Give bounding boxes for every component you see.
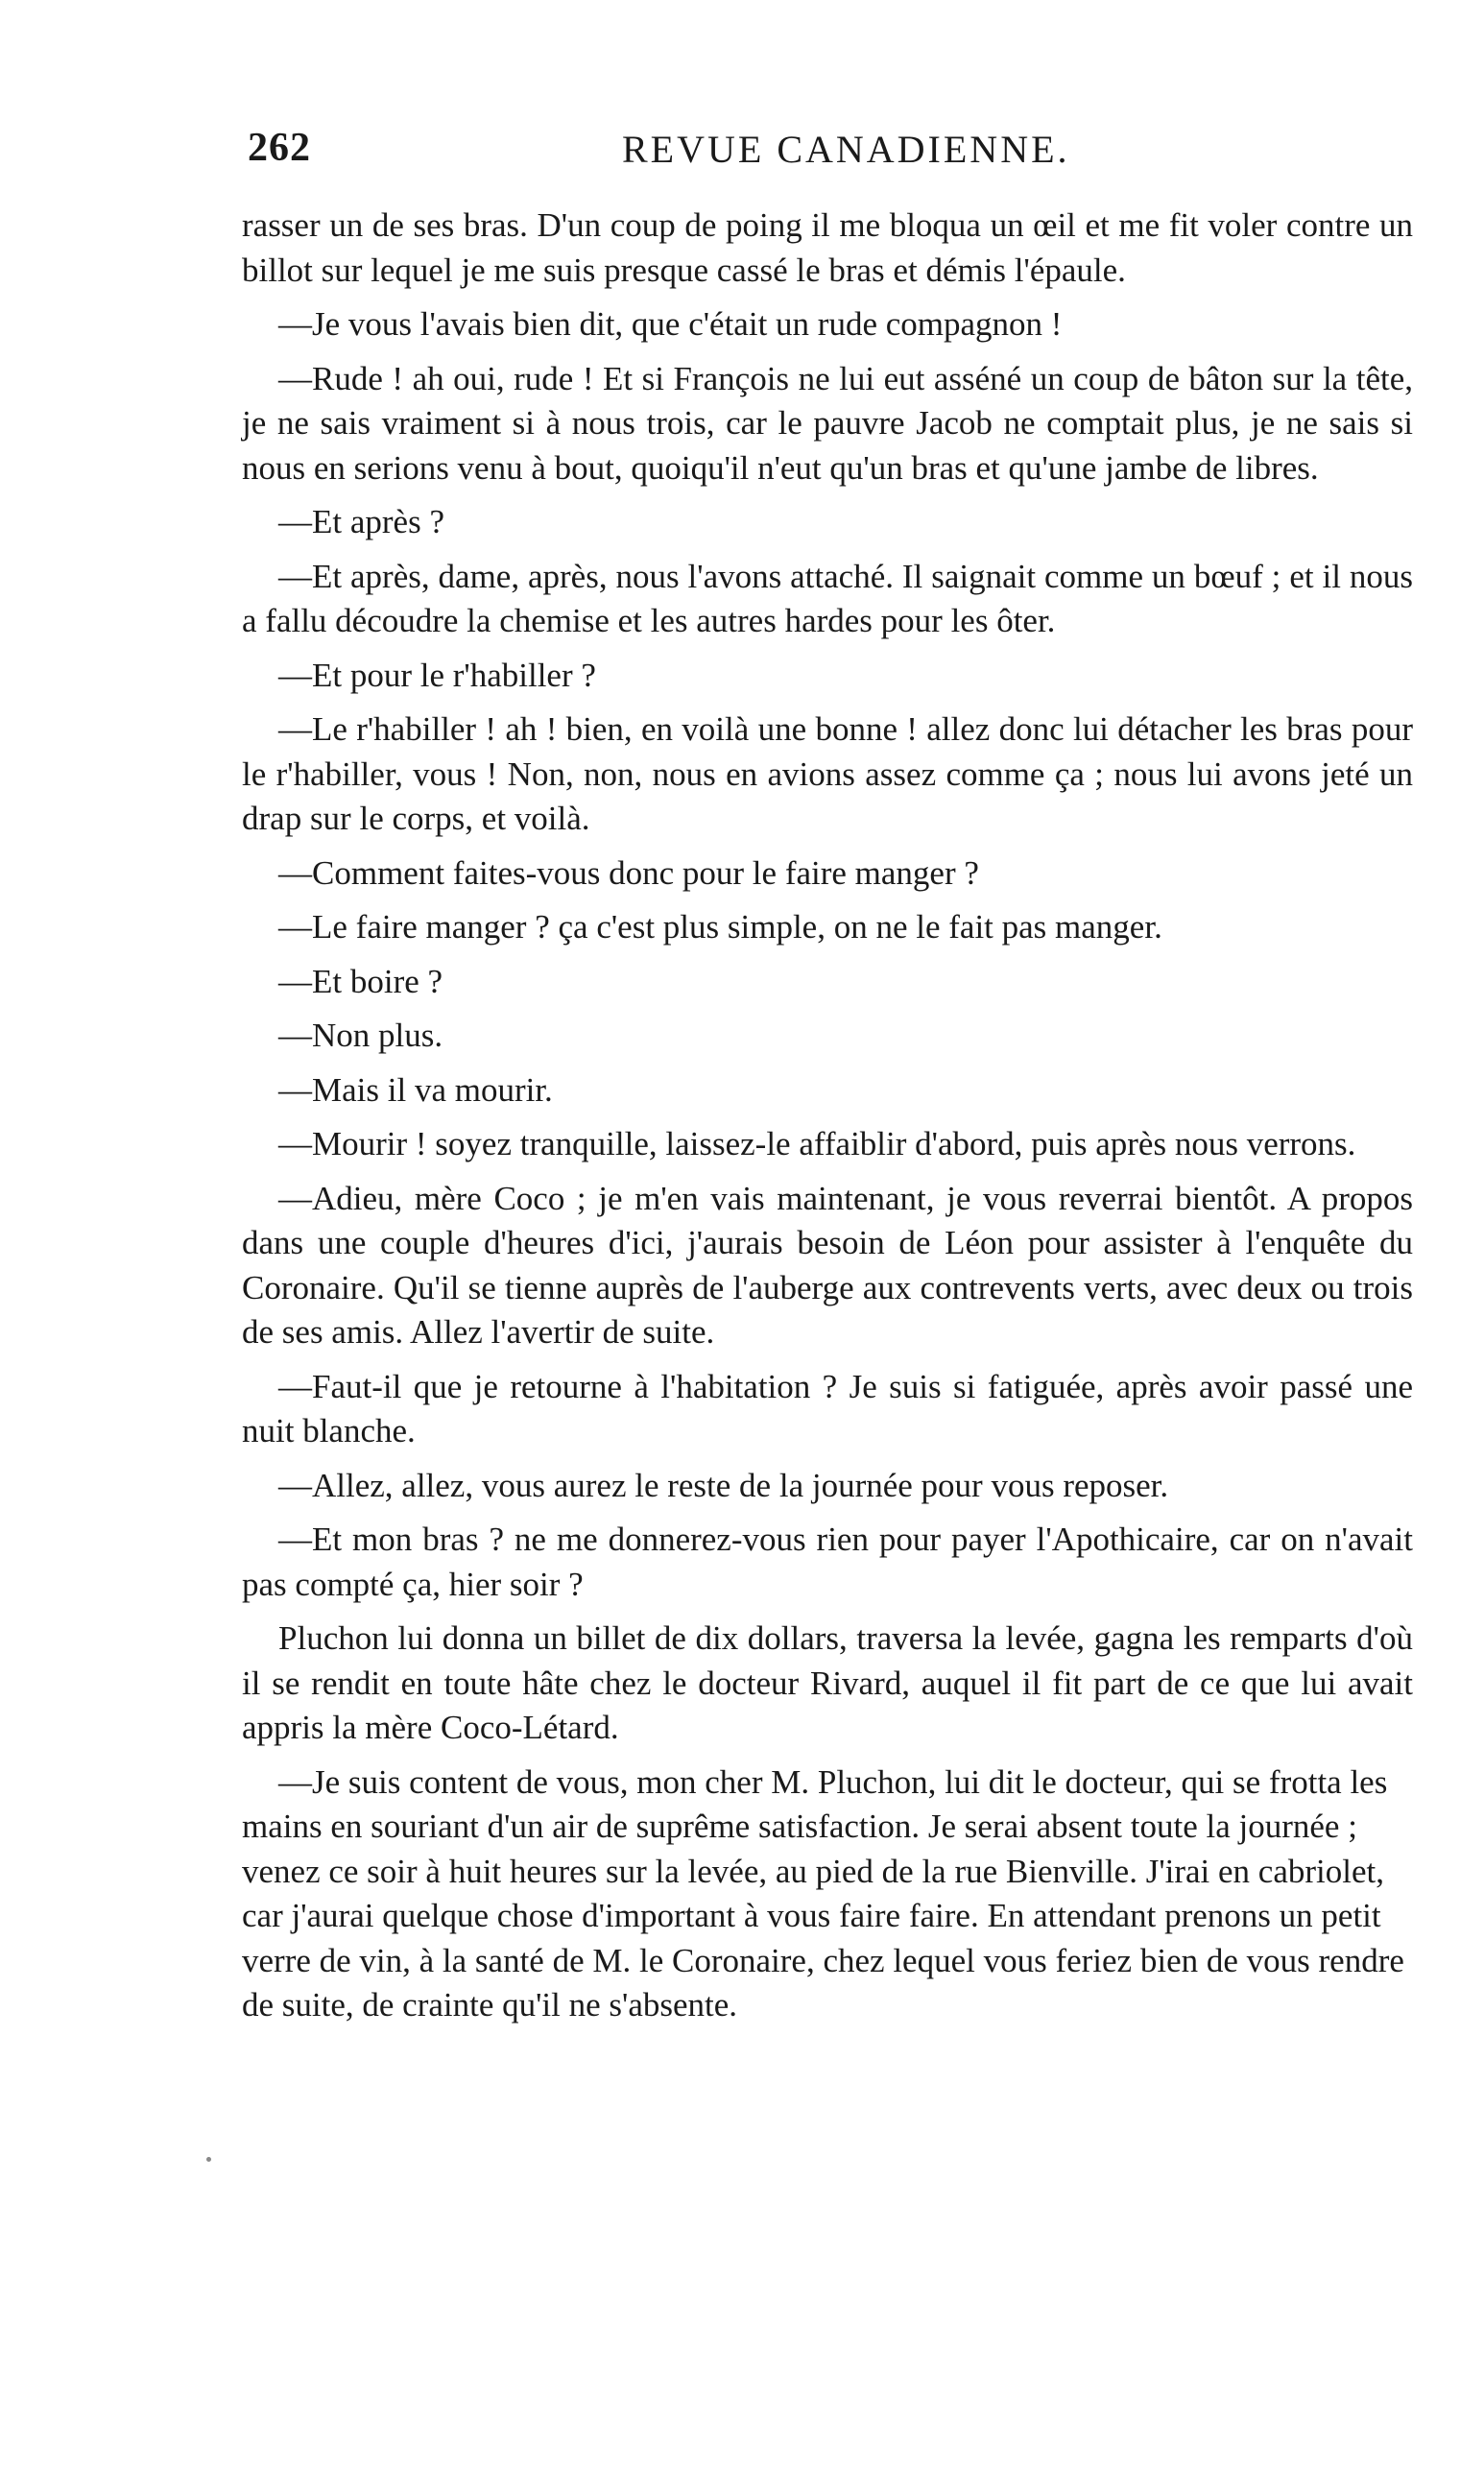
paragraph: —Et mon bras ? ne me donnerez-vous rien pour payer l'Apothicaire, car on n'avait pas compté ça, hier soir ? <box>242 1521 1413 1603</box>
margin-mark <box>206 2157 211 2162</box>
paragraph: —Rude ! ah oui, rude ! Et si François ne lui eut asséné un coup de bâton sur la tête, je ne sais vraiment si à nous trois, car le pauvre Jacob ne comptait plus, je ne sais si nous en serions venu à bout, quoiqu'il n'eut qu'un bras et qu'une jambe de libres. <box>242 359 1413 487</box>
paragraph: —Mourir ! soyez tranquille, laissez-le affaiblir d'abord, puis après nous verrons. <box>278 1125 1356 1162</box>
paragraph: —Je vous l'avais bien dit, que c'était un rude compagnon ! <box>278 305 1063 343</box>
paragraph: Pluchon lui donna un billet de dix dollars, traversa la levée, gagna les remparts d'où il se rendit en toute hâte chez le docteur Rivard, auquel il fit part de ce que lui avait appris la mère Coco-Létard. <box>242 1619 1413 1746</box>
paragraph: —Le faire manger ? ça c'est plus simple, on ne le fait pas manger. <box>278 908 1162 946</box>
paragraph: —Adieu, mère Coco ; je m'en vais maintenant, je vous reverrai bientôt. A propos dans une couple d'heures d'ici, j'aurais besoin de Léon pour assister à l'enquête du Coronaire. Qu'il se tienne auprès de l'auberge aux contrevents verts, avec deux ou trois de ses amis. Allez l'avertir de suite. <box>242 1179 1413 1351</box>
page-header <box>248 125 1419 182</box>
paragraph: —Comment faites-vous donc pour le faire manger ? <box>278 853 979 892</box>
paragraph: —Et boire ? <box>278 962 443 1000</box>
paragraph: —Et après ? <box>278 503 444 540</box>
paragraph: —Et après, dame, après, nous l'avons attaché. Il saignait comme un bœuf ; et il nous a fallu découdre la chemise et les autres hardes pour les ôter. <box>242 557 1413 639</box>
paragraph: rasser un de ses bras. D'un coup de poing il me bloqua un œil et me fit voler contre un billot sur lequel je me suis presque cassé le bras et démis l'épaule. <box>242 206 1413 289</box>
paragraph: —Faut-il que je retourne à l'habitation ? Je suis si fatiguée, après avoir passé une nuit blanche. <box>242 1367 1413 1449</box>
page-number: 262 <box>248 126 311 170</box>
body-text <box>242 204 1413 2038</box>
running-title: REVUE CANADIENNE. <box>622 128 1070 171</box>
paragraph: —Je suis content de vous, mon cher M. Pluchon, lui dit le docteur, qui se frotta les mains en souriant d'un air de suprême satisfaction. Je serai absent toute la journée ; venez ce soir à huit heures sur la levée, au pied de la rue Bienville. J'irai en cabriolet, car j'aurai quelque chose d'important à vous faire faire. En attendant prenons un petit verre de vin, à la santé de M. le Coronaire, chez lequel vous feriez bien de vous rendre de suite, de crainte qu'il ne s'absente. <box>242 1762 1404 2024</box>
paragraph: —Non plus. <box>278 1017 443 1054</box>
paragraph: —Allez, allez, vous aurez le reste de la journée pour vous reposer. <box>278 1466 1169 1504</box>
paragraph: —Mais il va mourir. <box>278 1070 553 1109</box>
paragraph: —Et pour le r'habiller ? <box>278 656 596 694</box>
paragraph: —Le r'habiller ! ah ! bien, en voilà une bonne ! allez donc lui détacher les bras pour le r'habiller, vous ! Non, non, nous en avions assez comme ça ; nous lui avons jeté un drap sur le corps, et voilà. <box>242 710 1413 837</box>
